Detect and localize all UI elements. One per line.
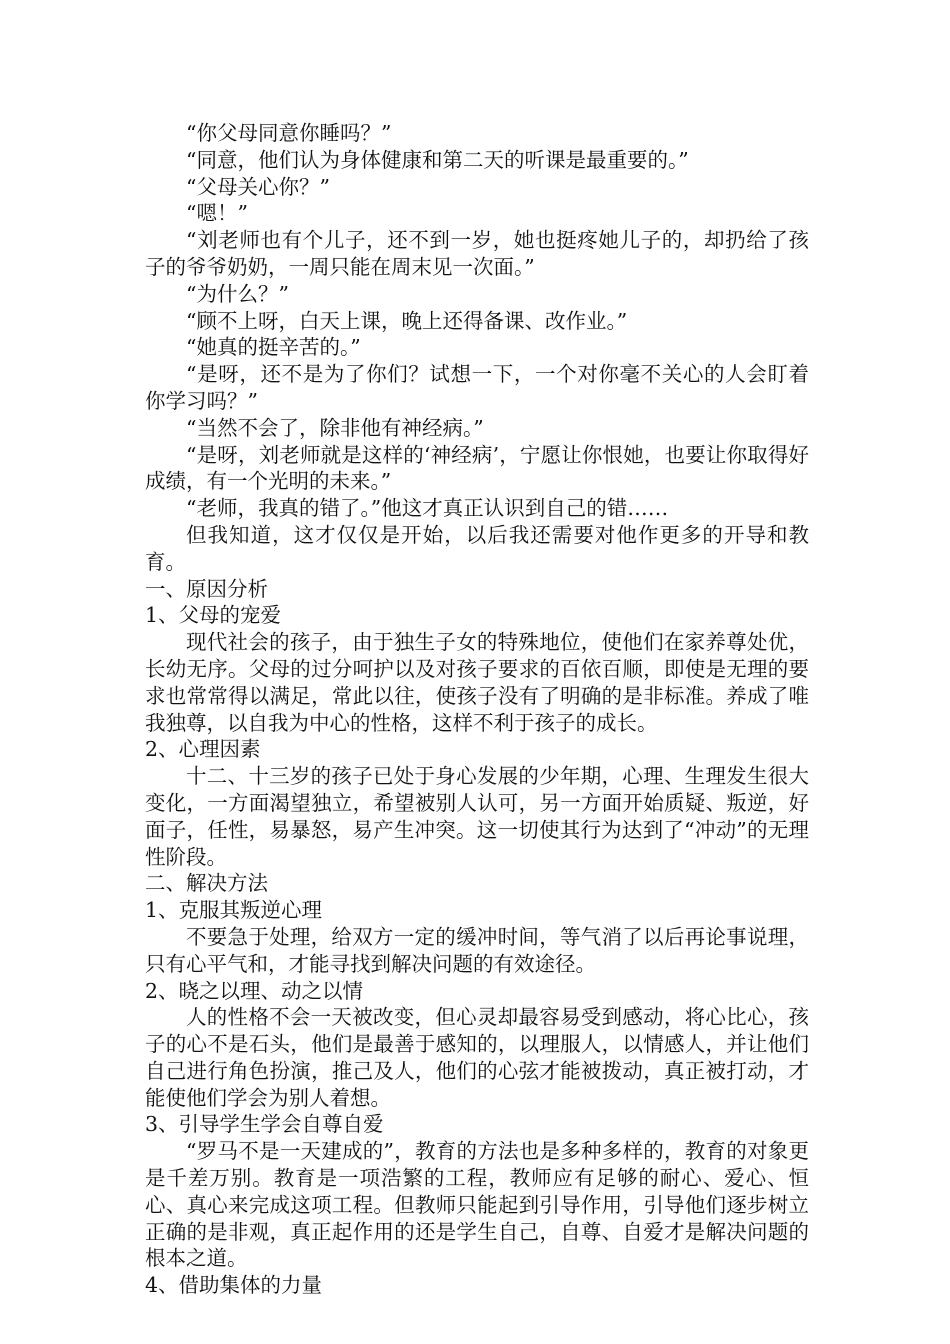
section-heading: 二、解决方法: [145, 871, 268, 896]
body-paragraph: 现代社会的孩子，由于独生子女的特殊地位，使他们在家养尊处优，长幼无序。父母的过分呵护以及对孩子要求的百依百顺，即使是无理的要求也常常得以满足，常此以往，使孩子没有了明确的是非标准。养成了唯我独尊，以自我为中心的性格，这样不利于孩子的成长。: [145, 630, 809, 735]
body-paragraph: 人的性格不会一天被改变，但心灵却最容易受到感动，将心比心，孩子的心不是石头，他们是最善于感知的，以理服人，以情感人，并让他们自己进行角色扮演，推己及人，他们的心弦才能被拨动，真正被打动，才能使他们学会为别人着想。: [145, 1005, 809, 1110]
subsection-heading: 4、借助集体的力量: [145, 1273, 323, 1298]
subsection-heading: 3、引导学生学会自尊自爱: [145, 1112, 384, 1137]
dialogue-paragraph: “同意，他们认为身体健康和第二天的听课是最重要的。”: [186, 147, 689, 172]
dialogue-paragraph: “嗯！”: [186, 201, 248, 226]
dialogue-paragraph: “为什么？”: [186, 281, 289, 306]
dialogue-paragraph: “是呀，还不是为了你们？试想一下，一个对你毫不关心的人会盯着你学习吗？”: [145, 362, 809, 413]
body-paragraph: 但我知道，这才仅仅是开始，以后我还需要对他作更多的开导和教育。: [145, 522, 809, 574]
section-heading: 一、原因分析: [145, 576, 268, 601]
dialogue-paragraph: “你父母同意你睡吗？”: [186, 121, 392, 145]
subsection-heading: 1、克服其叛逆心理: [145, 898, 323, 923]
subsection-heading: 2、心理因素: [145, 737, 261, 762]
dialogue-paragraph: “顾不上呀，白天上课，晚上还得备课、改作业。”: [186, 308, 628, 333]
body-paragraph: 十二、十三岁的孩子已处于身心发展的少年期，心理、生理发生很大变化，一方面渴望独立，希望被别人认可，另一方面开始质疑、叛逆，好面子，任性，易暴怒，易产生冲突。这一切使其行为达到了“冲动”的无理性阶段。: [145, 764, 809, 869]
dialogue-paragraph: “刘老师也有个儿子，还不到一岁，她也挺疼她儿子的，却扔给了孩子的爷爷奶奶，一周只能在周末见一次面。”: [145, 228, 809, 279]
subsection-heading: 1、父母的宠爱: [145, 603, 282, 628]
body-paragraph: 不要急于处理，给双方一定的缓冲时间，等气消了以后再论事说理，只有心平气和，才能寻找到解决问题的有效途径。: [145, 924, 809, 976]
body-paragraph: “罗马不是一天建成的”，教育的方法也是多种多样的，教育的对象更是千差万别。教育是一项浩繁的工程，教师应有足够的耐心、爱心、恒心、真心来完成这项工程。但教师只能起到引导作用，引导他们逐步树立正确的是非观，真正起作用的还是学生自己，自尊、自爱才是解决问题的根本之道。: [145, 1139, 809, 1271]
dialogue-paragraph: “老师，我真的错了。”他这才真正认识到自己的错……: [186, 496, 669, 521]
dialogue-paragraph: “父母关心你？”: [186, 174, 330, 199]
dialogue-paragraph: “是呀，刘老师就是这样的‘神经病’，宁愿让你恨她，也要让你取得好成绩，有一个光明的未来。”: [145, 442, 809, 494]
dialogue-paragraph: “她真的挺辛苦的。”: [186, 335, 361, 360]
subsection-heading: 2、晓之以理、动之以情: [145, 978, 364, 1003]
document-page: [145, 120, 809, 1299]
dialogue-paragraph: “当然不会了，除非他有神经病。”: [186, 415, 484, 440]
